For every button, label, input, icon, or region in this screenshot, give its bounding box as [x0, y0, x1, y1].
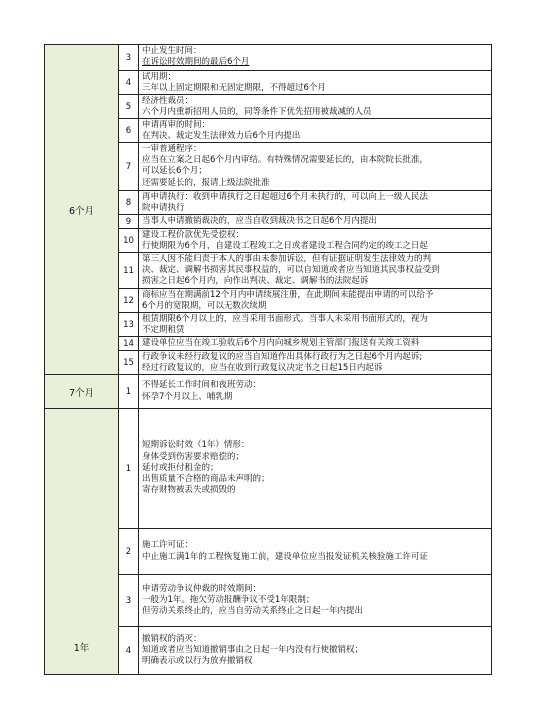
row-number: 8 [118, 190, 138, 214]
row-content: 经济性裁员： 六个月内重新招用人员的，同等条件下优先招用被裁减的人员 [138, 94, 492, 118]
table-row [44, 252, 492, 288]
table-row [44, 190, 492, 214]
row-content: 建设工程价款优先受偿权： 行使期限为6个月，自建设工程竣工之日或者建设工程合同约定的竣工之日起 [138, 228, 492, 252]
group-label-text: 1年 [73, 643, 90, 654]
row-content: 一审普通程序： 应当在立案之日起6个月内审结。有特殊情况需要延长的，由本院院长批准， 可以延长6个月； 还需要延长的，报请上级法院批准 [138, 142, 492, 190]
row-content: 不得延长工作时间和夜班劳动： 怀孕7个月以上、哺乳期 [138, 374, 492, 408]
row-content: 撤销权的消灭： 知道或者应当知道撤销事由之日起一年内没有行使撤销权； 明确表示或以行为放弃撤销权 [138, 626, 492, 674]
row-number: 11 [118, 252, 138, 288]
row-number: 5 [118, 94, 138, 118]
table-row [44, 228, 492, 252]
row-number: 1 [118, 408, 138, 528]
table-row [44, 626, 492, 674]
row-number: 4 [118, 70, 138, 94]
row-number: 13 [118, 312, 138, 336]
row-content: 第三人因不能归责于本人的事由未参加诉讼，但有证据证明发生法律效力的判 决、裁定、调解书损害其民事权益的，可以自知道或者应当知道其民事权益受到 损害之日起6个月内，向作出判决、裁定、调解书的法院起诉 [138, 252, 492, 288]
row-content: 试用期： 三年以上固定期限和无固定期限，不得超过6个月 [138, 70, 492, 94]
row-number: 14 [118, 336, 138, 350]
row-number: 3 [118, 44, 138, 70]
row-content: 商标应当在期满前12个月内申请续展注册，在此期间未能提出申请的可以给予 6个月的宽限期，可以无数次续期 [138, 288, 492, 312]
table-row [44, 94, 492, 118]
row-number: 15 [118, 350, 138, 374]
row-content: 申请再审的时间： 在判决、裁定发生法律效力后6个月内提出 [138, 118, 492, 142]
row-number: 4 [118, 626, 138, 674]
row-number: 10 [118, 228, 138, 252]
table-row [44, 336, 492, 350]
table-bottom-border [44, 674, 492, 675]
row-number: 9 [118, 214, 138, 228]
row-number: 7 [118, 142, 138, 190]
table-row [44, 288, 492, 312]
row-content: 当事人申请撤销裁决的，应当自收到裁决书之日起6个月内提出 [138, 214, 492, 228]
table-row [44, 374, 492, 408]
row-content: 申请劳动争议仲裁的时效期间： 一般为1年。拖欠劳动报酬争议不受1年限制； 但劳动关系终止的，应当自劳动关系终止之日起一年内提出 [138, 574, 492, 626]
table-row [44, 574, 492, 626]
table-row [44, 528, 492, 574]
table-row [44, 408, 492, 528]
row-content: 行政争议未经行政复议的应当自知道作出具体行政行为之日起6个月内起诉; 经过行政复议的，应当在收到行政复议决定书之日起15日内起诉 [138, 350, 492, 374]
table-row [44, 70, 492, 94]
table-row [44, 118, 492, 142]
row-content: 租赁期限6个月以上的，应当采用书面形式。当事人未采用书面形式的，视为 不定期租赁 [138, 312, 492, 336]
row-number: 3 [118, 574, 138, 626]
group-label-text: 6个月 [68, 205, 95, 217]
row-number: 12 [118, 288, 138, 312]
table-row [44, 312, 492, 336]
table-row [44, 214, 492, 228]
table-row [44, 350, 492, 374]
table-row [44, 142, 492, 190]
row-content: 中止发生时间： 在诉讼时效期间的最后6个月 [138, 44, 492, 70]
row-content: 短期诉讼时效（1年）情形： 身体受到伤害要求赔偿的； 延付或拒付租金的； 出售质量不合格的商品未声明的； 寄存财物被丢失或损毁的 [138, 408, 492, 528]
table-row [44, 44, 492, 70]
row-number: 6 [118, 118, 138, 142]
row-content: 施工许可证： 中止施工满1年的工程恢复施工前，建设单位应当报发证机关核验施工许可证 [138, 528, 492, 574]
row-content: 建设单位应当在竣工验收后6个月内向城乡规划主管部门报送有关竣工资料 [138, 336, 492, 350]
row-number: 1 [118, 374, 138, 408]
row-number: 2 [118, 528, 138, 574]
row-content: 再申请执行：收到申请执行之日起超过6个月未执行的，可以向上一级人民法 院申请执行 [138, 190, 492, 214]
group-label-text: 7个月 [68, 387, 95, 399]
